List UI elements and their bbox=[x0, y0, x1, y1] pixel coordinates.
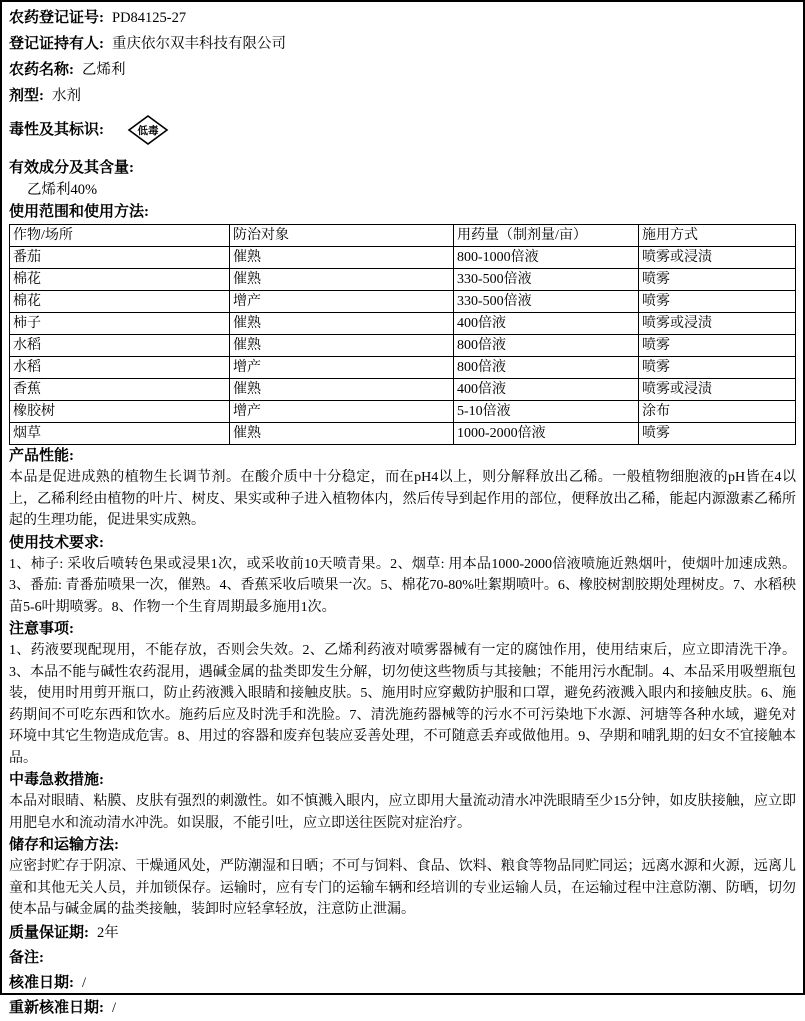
col-header-method: 施用方式 bbox=[639, 225, 796, 247]
section-heading: 使用技术要求: bbox=[9, 534, 104, 551]
registration-number-value: PD84125-27 bbox=[112, 10, 187, 26]
reapproval-date-value: / bbox=[112, 999, 117, 1016]
table-row bbox=[10, 269, 796, 291]
reapproval-date-label: 重新核准日期: bbox=[9, 999, 104, 1016]
field-pesticide-name bbox=[9, 57, 796, 83]
cell-method: 喷雾 bbox=[639, 335, 796, 357]
cell-target: 催熟 bbox=[230, 423, 454, 445]
col-header-crop: 作物/场所 bbox=[10, 225, 230, 247]
usage-table-heading: 使用范围和使用方法: bbox=[9, 204, 149, 220]
table-row bbox=[10, 247, 796, 269]
table-row bbox=[10, 335, 796, 357]
cell-crop: 棉花 bbox=[10, 269, 230, 291]
table-row bbox=[10, 401, 796, 423]
cell-method: 喷雾或浸渍 bbox=[639, 247, 796, 269]
cell-target: 催熟 bbox=[230, 269, 454, 291]
pesticide-name-value: 乙烯利 bbox=[82, 62, 126, 78]
registration-number-label: 农药登记证号: bbox=[9, 10, 104, 26]
low-toxicity-icon bbox=[128, 115, 168, 145]
cell-dosage: 800倍液 bbox=[454, 357, 639, 379]
section-body: 本品是促进成熟的植物生长调节剂。在酸介质中十分稳定，而在pH4以上，则分解释放出乙稀。一般植物细胞液的pH皆在4以上，乙稀利经由植物的叶片、树皮、果实或种子进入植物体内，然后传导到起作用的部位，便释放出乙稀，能起内源激素乙稀所起的生理功能，促进果实成熟。 bbox=[9, 470, 796, 528]
cell-method: 喷雾 bbox=[639, 423, 796, 445]
section-technical-requirements bbox=[9, 532, 796, 619]
section-heading: 储存和运输方法: bbox=[9, 837, 119, 853]
cell-method: 涂布 bbox=[639, 401, 796, 423]
cell-target: 增产 bbox=[230, 357, 454, 379]
toxicity-label: 毒性及其标识: bbox=[9, 122, 104, 138]
cell-method: 喷雾或浸渍 bbox=[639, 379, 796, 401]
field-certificate-holder bbox=[9, 31, 796, 57]
field-remarks bbox=[9, 946, 796, 971]
cell-crop: 香蕉 bbox=[10, 379, 230, 401]
section-body: 本品对眼睛、粘膜、皮肤有强烈的刺激性。如不慎溅入眼内，应立即用大量流动清水冲洗眼睛至少15分钟，如皮肤接触，应立即用肥皂水和流动清水冲洗。如误服，不能引吐，应立即送往医院对症治疗。 bbox=[9, 794, 796, 831]
pesticide-name-label: 农药名称: bbox=[9, 62, 74, 78]
section-heading: 注意事项: bbox=[9, 621, 74, 637]
table-row bbox=[10, 291, 796, 313]
field-registration-number bbox=[9, 5, 796, 31]
cell-method: 喷雾 bbox=[639, 357, 796, 379]
cell-target: 催熟 bbox=[230, 313, 454, 335]
section-precautions bbox=[9, 618, 796, 769]
section-storage-transport bbox=[9, 834, 796, 921]
section-body: 1、柿子: 采收后喷转色果或浸果1次，或采收前10天喷青果。2、烟草: 用本品1000-2000倍液喷施近熟烟叶，使烟叶加速成熟。3、番茄: 青番茄喷果一次，催熟。4、香蕉采收后喷果一次。5、棉花70-80%吐絮期喷叶。6、橡胶树割胶期处理树皮。7、水稻秧苗5-6叶期喷雾。8、作物一个生育周期最多施用1次。 bbox=[9, 556, 796, 615]
certificate-holder-label: 登记证持有人: bbox=[9, 36, 104, 52]
cell-crop: 橡胶树 bbox=[10, 401, 230, 423]
table-header-row bbox=[10, 225, 796, 247]
section-heading: 中毒急救措施: bbox=[9, 772, 104, 788]
active-ingredient-heading: 有效成分及其含量: bbox=[9, 160, 134, 176]
cell-target: 增产 bbox=[230, 401, 454, 423]
cell-method: 喷雾 bbox=[639, 269, 796, 291]
table-row bbox=[10, 357, 796, 379]
warranty-period-value: 2年 bbox=[97, 924, 119, 941]
cell-crop: 烟草 bbox=[10, 423, 230, 445]
field-reapproval-date bbox=[9, 996, 796, 1021]
section-first-aid bbox=[9, 769, 796, 834]
table-row bbox=[10, 423, 796, 445]
col-header-dosage: 用药量（制剂量/亩） bbox=[454, 225, 639, 247]
cell-crop: 番茄 bbox=[10, 247, 230, 269]
cell-dosage: 800-1000倍液 bbox=[454, 247, 639, 269]
approval-date-label: 核准日期: bbox=[9, 974, 74, 991]
table-row bbox=[10, 313, 796, 335]
section-heading: 产品性能: bbox=[9, 448, 74, 464]
cell-dosage: 5-10倍液 bbox=[454, 401, 639, 423]
low-toxicity-badge-text: 低毒 bbox=[137, 126, 159, 137]
section-product-performance bbox=[9, 445, 796, 532]
usage-table bbox=[9, 224, 796, 445]
cell-target: 增产 bbox=[230, 291, 454, 313]
col-header-target: 防治对象 bbox=[230, 225, 454, 247]
cell-target: 催熟 bbox=[230, 247, 454, 269]
cell-crop: 水稻 bbox=[10, 335, 230, 357]
cell-method: 喷雾或浸渍 bbox=[639, 313, 796, 335]
cell-dosage: 330-500倍液 bbox=[454, 269, 639, 291]
cell-dosage: 400倍液 bbox=[454, 379, 639, 401]
remarks-label: 备注: bbox=[9, 949, 44, 966]
cell-crop: 水稻 bbox=[10, 357, 230, 379]
section-body: 应密封贮存于阴凉、干燥通风处，严防潮湿和日晒；不可与饲料、食品、饮料、粮食等物品同贮同运；远离水源和火源，远离儿童和其他无关人员，并加锁保存。运输时，应有专门的运输车辆和经培训的专业运输人员，在运输过程中注意防潮、防晒，切勿使本品与碱金属的盐类接触，装卸时应轻拿轻放，注意防止泄漏。 bbox=[9, 859, 796, 917]
field-approval-date bbox=[9, 971, 796, 996]
cell-method: 喷雾 bbox=[639, 291, 796, 313]
formulation-value: 水剂 bbox=[52, 88, 81, 104]
field-toxicity bbox=[9, 109, 796, 151]
cell-crop: 棉花 bbox=[10, 291, 230, 313]
certificate-holder-value: 重庆依尔双丰科技有限公司 bbox=[112, 36, 286, 52]
cell-dosage: 400倍液 bbox=[454, 313, 639, 335]
cell-target: 催熟 bbox=[230, 379, 454, 401]
formulation-label: 剂型: bbox=[9, 88, 44, 104]
approval-date-value: / bbox=[82, 974, 87, 991]
table-row bbox=[10, 379, 796, 401]
cell-crop: 柿子 bbox=[10, 313, 230, 335]
cell-target: 催熟 bbox=[230, 335, 454, 357]
field-warranty-period bbox=[9, 921, 796, 946]
cell-dosage: 330-500倍液 bbox=[454, 291, 639, 313]
warranty-period-label: 质量保证期: bbox=[9, 924, 89, 941]
cell-dosage: 1000-2000倍液 bbox=[454, 423, 639, 445]
cell-dosage: 800倍液 bbox=[454, 335, 639, 357]
field-formulation bbox=[9, 83, 796, 109]
active-ingredient-value: 乙烯利40% bbox=[27, 182, 98, 198]
section-body: 1、药液要现配现用，不能存放，否则会失效。2、乙烯利药液对喷雾器械有一定的腐蚀作用，使用结束后，应立即清洗干净。3、本品不能与碱性农药混用，遇碱金属的盐类即发生分解，切勿使这些物质与其接触；不能用污水配制。4、本品采用吸塑瓶包装，使用时用剪开瓶口，防止药液溅入眼睛和接触皮肤。5、施用时应穿戴防护服和口罩，避免药液溅入眼内和接触皮肤。6、施药期间不可吃东西和饮水。施药后应及时洗手和洗脸。7、清洗施药器械等的污水不可污染地下水源、河塘等各种水域，避免对环境中其它生物造成危害。8、用过的容器和废弃包装应妥善处理，不可随意丢弃或做他用。9、孕期和哺乳期的妇女不宜接触本品。 bbox=[9, 643, 796, 766]
